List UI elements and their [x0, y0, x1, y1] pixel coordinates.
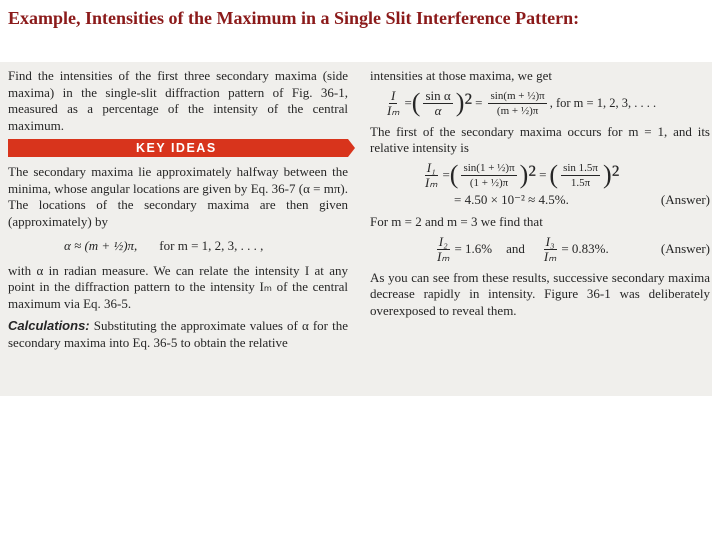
fraction-numerator: I: [391, 87, 396, 103]
equals-sign: =: [539, 166, 547, 182]
answer-label: (Answer): [660, 240, 710, 256]
first-maximum-result-row: [454, 192, 710, 209]
conclusion-text: As you can see from these results, successive secondary maxima decrease rapidly in intensity. Figure 36-1 was deliberately overexposed to reveal them.: [370, 269, 710, 318]
relation-text: with α in radian measure. We can relate the intensity I at any point in the diffraction pattern to the intensity Iₘ of the central maximum via Eq. 36-5.: [8, 262, 348, 311]
answer-label: (Answer): [660, 191, 710, 207]
equation-relative-intensity: [382, 89, 710, 118]
equals-sign: =: [442, 166, 450, 182]
equation-second-third-maxima: [432, 235, 710, 264]
equation-alpha-locations: [64, 238, 348, 255]
fraction-i-over-im: [385, 89, 401, 118]
fraction-numerator: sin 1.5π: [563, 161, 598, 174]
fraction-denominator: α: [434, 102, 442, 118]
fraction-denominator: Iₘ: [387, 102, 400, 118]
fraction-numerator: sin α: [425, 87, 451, 103]
left-paren: (: [549, 160, 559, 189]
fraction-numerator: I₃: [545, 233, 555, 249]
fraction-denominator: (m + ½)π: [496, 104, 539, 117]
fraction-sin-alpha: [423, 89, 452, 118]
equals-sign: =: [475, 94, 483, 110]
calculations-text: Substituting the approximate values of α for the secondary maxima into Eq. 36-5 to obtain the relative: [8, 318, 348, 350]
fraction-sin-m-half-pi: [488, 89, 546, 118]
fraction-denominator: Iₘ: [425, 174, 438, 190]
fraction-denominator: (1 + ½)π: [469, 176, 509, 189]
fraction-i3-over-im: [542, 235, 558, 264]
slide-title: Example, Intensities of the Maximum in a Single Slit Interference Pattern:: [8, 8, 580, 28]
right-paren-squared: )²: [602, 160, 620, 189]
fraction-numerator: sin(1 + ½)π: [463, 161, 515, 174]
fraction-numerator: sin(m + ½)π: [490, 89, 545, 102]
second-third-text: For m = 2 and m = 3 we find that: [370, 214, 543, 229]
calculations-label: Calculations:: [8, 318, 90, 333]
third-maximum-value: = 0.83%.: [561, 240, 609, 256]
intro-text: intensities at those maxima, we get: [370, 68, 552, 83]
equation-alpha-lhs: α ≈ (m + ½)π,: [64, 238, 138, 253]
key-ideas-banner: KEY IDEAS: [8, 139, 348, 157]
fraction-sin-1-5-pi: [561, 161, 600, 190]
right-paren-squared: )²: [519, 160, 537, 189]
fraction-i1-over-im: [423, 161, 439, 190]
left-column: [8, 68, 348, 351]
calculations-paragraph: [8, 318, 348, 351]
problem-statement: Find the intensities of the first three secondary maxima (side maxima) in the single-slit diffraction pattern of Fig. 36-1, measured as a percentage of the intensity of the central maximum.: [8, 68, 348, 133]
left-paren: (: [449, 160, 459, 189]
first-maximum-result: = 4.50 × 10⁻² ≈ 4.5%.: [454, 191, 569, 207]
fraction-denominator: 1.5π: [570, 176, 591, 189]
fraction-denominator: Iₘ: [543, 248, 557, 264]
equation-range: , for m = 1, 2, 3, . . . .: [549, 95, 657, 110]
fraction-numerator: I₁: [426, 159, 436, 175]
equation-alpha-rhs: for m = 1, 2, 3, . . . ,: [159, 238, 264, 253]
right-column: [370, 68, 710, 319]
fraction-numerator: I₂: [438, 233, 448, 249]
fraction-i2-over-im: [435, 235, 451, 264]
right-paren-squared: )²: [455, 88, 473, 117]
equation-first-maximum: [420, 161, 710, 190]
first-maximum-text: The first of the secondary maxima occurs for m = 1, and its relative intensity is: [370, 123, 710, 155]
and-word: and: [506, 240, 525, 256]
fraction-denominator: Iₘ: [437, 248, 450, 264]
fraction-sin-1-5-pi-expanded: [461, 161, 516, 190]
key-idea-text: The secondary maxima lie approximately halfway between the minima, whose angular locations are given by Eq. 36-7 (α = mπ). The locations of the secondary maxima are then given (approximately) by: [8, 164, 348, 229]
second-maximum-value: = 1.6%: [454, 240, 493, 256]
left-paren: (: [411, 88, 421, 117]
equals-sign: =: [404, 94, 412, 110]
